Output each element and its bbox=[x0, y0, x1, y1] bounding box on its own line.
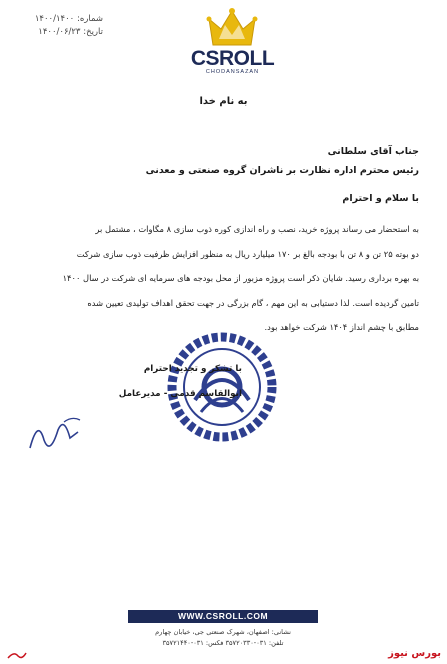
letter-date: تاریخ: ۱۴۰۰/۰۶/۲۳ bbox=[38, 27, 103, 37]
footer-website: WWW.CSROLL.COM bbox=[128, 610, 318, 623]
recipient-name: جناب آقای سلطانی bbox=[327, 146, 419, 157]
letter-body bbox=[27, 217, 419, 340]
body-line: دو بوته ۲۵ تن و ۸ تن با بودجه بالغ بر ۱۷۰ میلیارد ریال به منظور افزایش ظرفیت ذوب سازی شرکت bbox=[76, 248, 419, 259]
crown-icon bbox=[175, 5, 290, 49]
letter-number: شماره: ۱۴۰۰/۱۴۰۰ bbox=[34, 14, 103, 24]
signature bbox=[20, 410, 90, 460]
phone-line: تلفن: ۰۳۱-۳۵۷۲۰۳۳۰ فکس: ۰۳۱-۳۵۷۲۱۴۴۰ bbox=[162, 639, 284, 647]
company-stamp bbox=[165, 330, 280, 445]
footer-address bbox=[128, 627, 318, 649]
greeting: با سلام و احترام bbox=[342, 193, 419, 204]
body-line: به استحضار می رساند پروژه خرید، نصب و راه اندازی کوره ذوب سازی ۸ مگاوات ، مشتمل بر bbox=[95, 224, 419, 234]
brand-subtitle: CHODANSAZAN bbox=[205, 69, 260, 75]
body-line: تامین گردیده است. لذا دستیابی به این مهم ، گام بزرگی در جهت تحقق اهداف تولیدی تعیین شده bbox=[87, 297, 419, 308]
brand-name: CSROLL bbox=[190, 47, 275, 70]
company-logo bbox=[175, 5, 290, 75]
body-line: مطابق با چشم انداز ۱۴۰۴ شرکت خواهد بود. bbox=[264, 322, 419, 333]
letter-meta bbox=[8, 13, 103, 39]
recipient-title: رئیس محترم اداره نظارت بر ناشران گروه صنعتی و معدنی bbox=[145, 165, 419, 176]
signer-name: ابوالقاسم قدمی - مدیرعامل bbox=[118, 389, 242, 399]
source-watermark: بورس نیوز bbox=[388, 648, 441, 659]
address-line: نشانی: اصفهان، شهرک صنعتی جی، خیابان چهارم bbox=[155, 628, 291, 636]
closing-text: با تشکر و تجدید احترام bbox=[143, 364, 242, 374]
bismillah: به نام خدا bbox=[199, 96, 248, 107]
body-line: به بهره برداری رسید. شایان ذکر است پروژه مزبور از محل بودجه های سرمایه ای شرکت در سال ۱۴۰۰ bbox=[62, 273, 419, 284]
red-logo-icon bbox=[6, 650, 28, 660]
